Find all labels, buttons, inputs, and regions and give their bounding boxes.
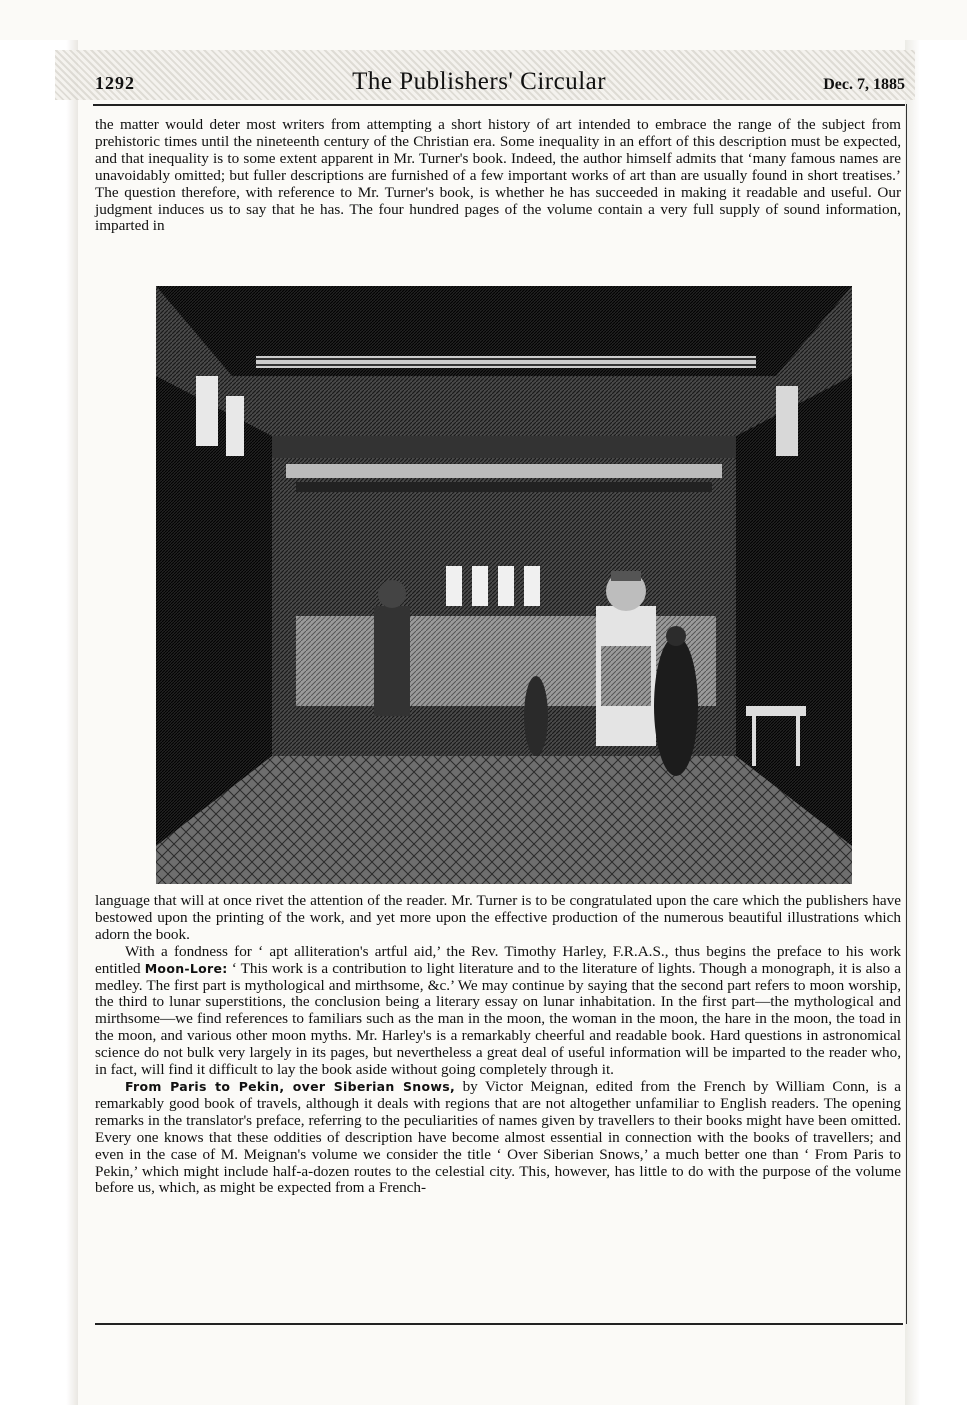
review-paragraph-moon-lore [95, 944, 901, 1079]
page-number: 1292 [95, 73, 135, 93]
running-header [95, 68, 905, 104]
footer-rule [95, 1323, 903, 1325]
journal-title: The Publishers' Circular [352, 68, 607, 95]
header-rule [93, 104, 905, 106]
page-margin-right [905, 40, 967, 1405]
paris-pekin-body: by Victor Meignan, edited from the French by William Conn, is a remarkably good book of travels, although it deals with regions that are not altogether unfamiliar to English readers. The opening remarks in the translator's preface, referring to the peculiarities of names given by travellers to their books might have been omitted. Every one knows that these oddities of description have become almost essential in connection with the books of travellers; and even in the case of M. Meignan's volume we consider the title ‘ Over Siberian Snows,’ a much better one than ‘ From Paris to Pekin,’ which might include half-a-dozen routes to the celestial city. This, however, has little to do with the purpose of the volume before us, which, as might be expected from a French- [95, 1077, 901, 1197]
engraving-illustration [156, 286, 852, 884]
review-paragraph-continuation: language that will at once rivet the attention of the reader. Mr. Turner is to be congratulated upon the care which the publishers have bestowed upon the printing of the work, and yet more upon the effective production of the numerous beautiful illustrations which adorn the book. [95, 892, 901, 943]
moon-lore-intro: With a fondness for ‘ apt alliteration's artful aid,’ the Rev. Timothy Harley, F.R.A.S., thus begins the preface to his work entitled [95, 942, 901, 977]
page-margin-left [0, 40, 78, 1405]
top-text-block [95, 117, 901, 235]
review-paragraph-paris-pekin [95, 1079, 901, 1197]
assyrian-hall-engraving-icon [156, 286, 852, 884]
paris-pekin-title: From Paris to Pekin, over Siberian Snows, [125, 1078, 456, 1094]
moon-lore-body: ‘ This work is a contribution to light literature and to the literature of lights. Though a monograph, it is also a medley. The first part is mythological and mirthsome, &c.’ We may continue by saying that the second part refers to moon worship, the third to lunar superstitions, the conclusion being a literary essay on lunar inhabitation. In the first part—the mythological and mirthsome—we find references to familiars such as the man in the moon, the woman in the moon, the hare in the moon, the toad in the moon, and various other moon myths. Mr. Harley's is a remarkably cheerful and readable book. Hard questions in astronomical science do not bulk very largely in its pages, but nevertheless a great deal of useful information will be imparted to the reader who, in fact, will find it difficult to lay the book aside without going completely through it. [95, 959, 901, 1079]
moon-lore-title: Moon-Lore: [144, 960, 228, 976]
column-rule [906, 104, 907, 1324]
issue-date: Dec. 7, 1885 [823, 76, 905, 93]
bottom-text-block [95, 893, 901, 1197]
review-paragraph-art-history: the matter would deter most writers from attempting a short history of art intended to embrace the range of the subject from prehistoric times until the nineteenth century of the Christian era. Some inequality in an effort of this description must be expected, and that inequality is to some extent apparent in Mr. Turner's book. Indeed, the author himself admits that ‘many famous names are unavoidably omitted; but fuller descriptions are furnished of a few important works of art than are usually found in short treatises.’ The question therefore, with reference to Mr. Turner's book, is whether he has succeeded in making it readable and useful. Our judgment induces us to say that he has. The four hundred pages of the volume contain a very full supply of sound information, imparted in [95, 116, 901, 235]
